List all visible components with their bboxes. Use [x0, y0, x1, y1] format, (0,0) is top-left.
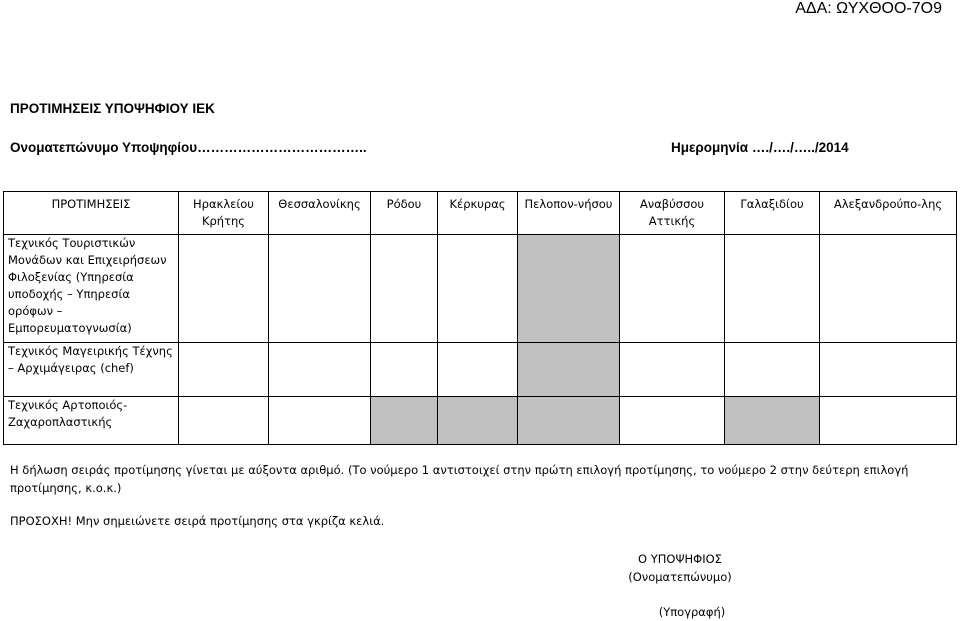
date-line: Ημερομηνία …./…./…../2014	[671, 140, 849, 155]
header-galaxidi: Γαλαξιδίου	[725, 192, 820, 235]
row-label: Τεχνικός Τουριστικών Μονάδων και Επιχειρήσεων Φιλοξενίας (Υπηρεσία υποδοχής – Υπηρεσία ορόφων – Εμπορευματογνωσία)	[4, 235, 179, 343]
preferences-table	[3, 191, 957, 445]
preference-cell[interactable]	[820, 343, 957, 397]
instructions-note: Η δήλωση σειράς προτίμησης γίνεται με αύξοντα αριθμό. (Το νούμερο 1 αντιστοιχεί στην πρώτη επιλογή προτίμησης, το νούμερο 2 στην δεύτερη επιλογή προτίμησης, κ.ο.κ.)	[10, 463, 909, 495]
gray-cell	[438, 397, 518, 445]
preference-cell[interactable]	[269, 343, 371, 397]
signature-title: Ο ΥΠΟΨΗΦΙΟΣ	[638, 552, 722, 566]
warning-note: ΠΡΟΣΟΧΗ! Μην σημειώνετε σειρά προτίμησης στα γκρίζα κελιά.	[10, 514, 385, 528]
header-corfu: Κέρκυρας	[438, 192, 518, 235]
preference-cell[interactable]	[820, 235, 957, 343]
signature-sign: (Υπογραφή)	[658, 605, 726, 619]
preference-cell[interactable]	[820, 397, 957, 445]
gray-cell	[518, 235, 620, 343]
row-label: Τεχνικός Μαγειρικής Τέχνης – Αρχιμάγειρας (chef)	[4, 343, 179, 397]
header-peloponnese: Πελοπον-νήσου	[518, 192, 620, 235]
header-thessaloniki: Θεσσαλονίκης	[269, 192, 371, 235]
preference-cell[interactable]	[179, 235, 269, 343]
header-preferences: ΠΡΟΤΙΜΗΣΕΙΣ	[4, 192, 179, 235]
preference-cell[interactable]	[179, 397, 269, 445]
gray-cell	[371, 397, 438, 445]
preference-cell[interactable]	[620, 235, 725, 343]
table-header-row	[4, 192, 957, 235]
preference-cell[interactable]	[179, 343, 269, 397]
header-rhodes: Ρόδου	[371, 192, 438, 235]
gray-cell	[518, 397, 620, 445]
document-title: ΠΡΟΤΙΜΗΣΕΙΣ ΥΠΟΨΗΦΙΟΥ ΙΕΚ	[10, 101, 215, 116]
row-label: Τεχνικός Αρτοποιός-Ζαχαροπλαστικής	[4, 397, 179, 445]
preference-cell[interactable]	[371, 343, 438, 397]
table-row	[4, 235, 957, 343]
header-alexandroupoli: Αλεξανδρούπο-λης	[820, 192, 957, 235]
preference-cell[interactable]	[371, 235, 438, 343]
gray-cell	[725, 397, 820, 445]
table-row	[4, 397, 957, 445]
preference-cell[interactable]	[269, 235, 371, 343]
signature-name: (Ονοματεπώνυμο)	[628, 570, 732, 584]
preference-cell[interactable]	[725, 235, 820, 343]
ada-code: ΑΔΑ: ΩΥΧΘΟΟ-7Ο9	[795, 0, 942, 17]
preference-cell[interactable]	[438, 343, 518, 397]
candidate-name-line: Ονοματεπώνυμο Υποψηφίου………………………………..	[10, 140, 367, 155]
header-anavyssos: Αναβύσσου Αττικής	[620, 192, 725, 235]
preference-cell[interactable]	[269, 397, 371, 445]
preference-cell[interactable]	[620, 397, 725, 445]
preference-cell[interactable]	[620, 343, 725, 397]
header-heraklion: Ηρακλείου Κρήτης	[179, 192, 269, 235]
preference-cell[interactable]	[438, 235, 518, 343]
gray-cell	[518, 343, 620, 397]
preference-cell[interactable]	[725, 343, 820, 397]
table-row	[4, 343, 957, 397]
